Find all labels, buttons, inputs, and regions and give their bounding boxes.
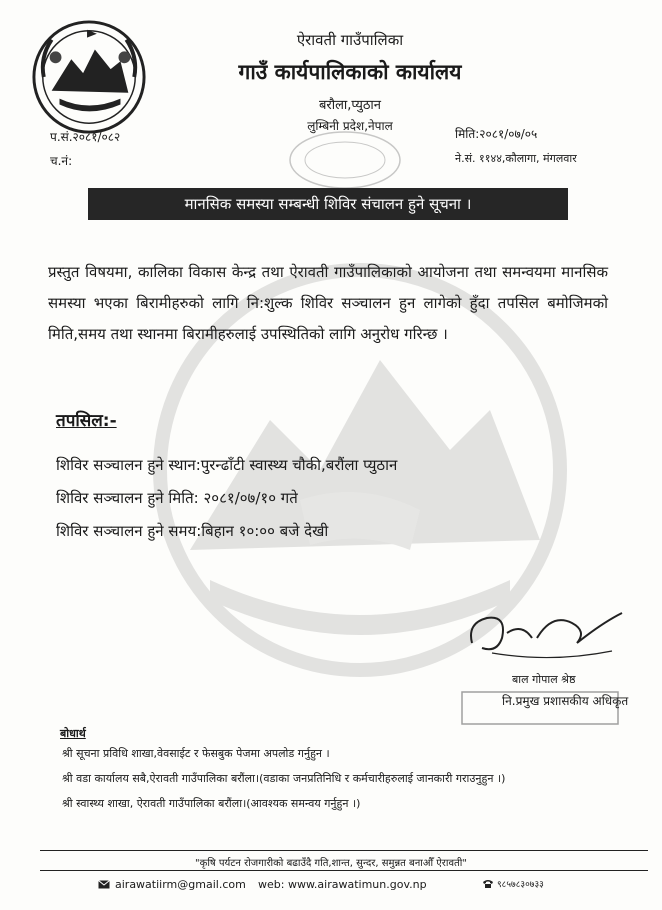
cc-item: श्री वडा कार्यालय सबै,ऐरावती गाउँपालिका बरौंला।(वडाका जनप्रतिनिधि र कर्मचारीहरुलाई जानकारी गराउनुहुन ।) (62, 772, 506, 785)
office-place: बरौला,प्युठान (318, 98, 381, 113)
footer-website: web: www.airawatimun.gov.np (258, 878, 427, 891)
cc-heading: बोधार्थ (60, 727, 86, 740)
footer-email (98, 878, 246, 891)
details-heading: तपसिल:- (56, 411, 117, 431)
reference-number: प.सं.२०८१/०८२ (50, 130, 121, 144)
phone-text: ९८५७८३०७३३ (497, 880, 544, 890)
camp-time: शिविर सञ्चालन हुने समय:बिहान १०:०० बजे देखी (56, 522, 329, 540)
email-text: airawatiirm@gmail.com (115, 878, 246, 891)
office-province: लुम्बिनी प्रदेश,नेपाल (307, 119, 393, 133)
phone-icon (482, 879, 494, 889)
office-stamp (285, 128, 405, 193)
camp-date: शिविर सञ्चालन हुने मिति: २०८१/०७/१० गते (56, 489, 298, 507)
dispatch-number: च.नं: (50, 154, 73, 168)
letter-date: मिति:२०८१/०७/०५ (455, 127, 538, 141)
footer-divider (40, 850, 648, 851)
footer-divider-lower (40, 870, 648, 871)
cc-item: श्री सूचना प्रविधि शाखा,वेवसाईट र फेसबुक पेजमा अपलोड गर्नुहुन । (62, 747, 330, 760)
signatory-name: बाल गोपाल श्रेष्ठ (512, 673, 576, 686)
government-emblem (30, 18, 148, 136)
envelope-icon (98, 880, 110, 889)
notice-title-bar (88, 188, 568, 220)
signature (462, 593, 632, 673)
cc-item: श्री स्वास्थ्य शाखा, ऐरावती गाउँपालिका बरौंला।(आवश्यक समन्वय गर्नुहुन ।) (62, 797, 361, 810)
office-name: ऐरावती गाउँपालिका (296, 31, 404, 49)
camp-location: शिविर सञ्चालन हुने स्थान:पुरन्ढाँटी स्वास्थ्य चौकी,बरौंला प्युठान (56, 456, 398, 474)
signatory-title: नि.प्रमुख प्रशासकीय अधिकृत (502, 694, 629, 708)
footer-slogan: "कृषि पर्यटन रोजगारीको बढाउँदै गति,शान्त, सुन्दर, समुन्नत बनाऔँ ऐरावती" (195, 858, 467, 869)
office-title: गाउँ कार्यपालिकाको कार्यालय (238, 60, 462, 84)
footer-phone (482, 877, 544, 890)
notice-title: मानसिक समस्या सम्बन्धी शिविर संचालन हुने सूचना । (184, 195, 472, 213)
notice-body: प्रस्तुत विषयमा, कालिका विकास केन्द्र तथा ऐरावती गाउँपालिकाको आयोजना तथा समन्वयमा मानसिक समस्या भएका बिरामीहरुको लागि नि:शुल्क शिविर सञ्चालन हुन लागेको हुँदा तपसिल बमोजिमको मिति,समय तथा स्थानमा बिरामीहरुलाई उपस्थितिको लागि अनुरोध गरिन्छ । (48, 263, 608, 343)
nepal-sambat-date: ने.सं. ११४४,कौलागा, मंगलवार (455, 152, 577, 165)
